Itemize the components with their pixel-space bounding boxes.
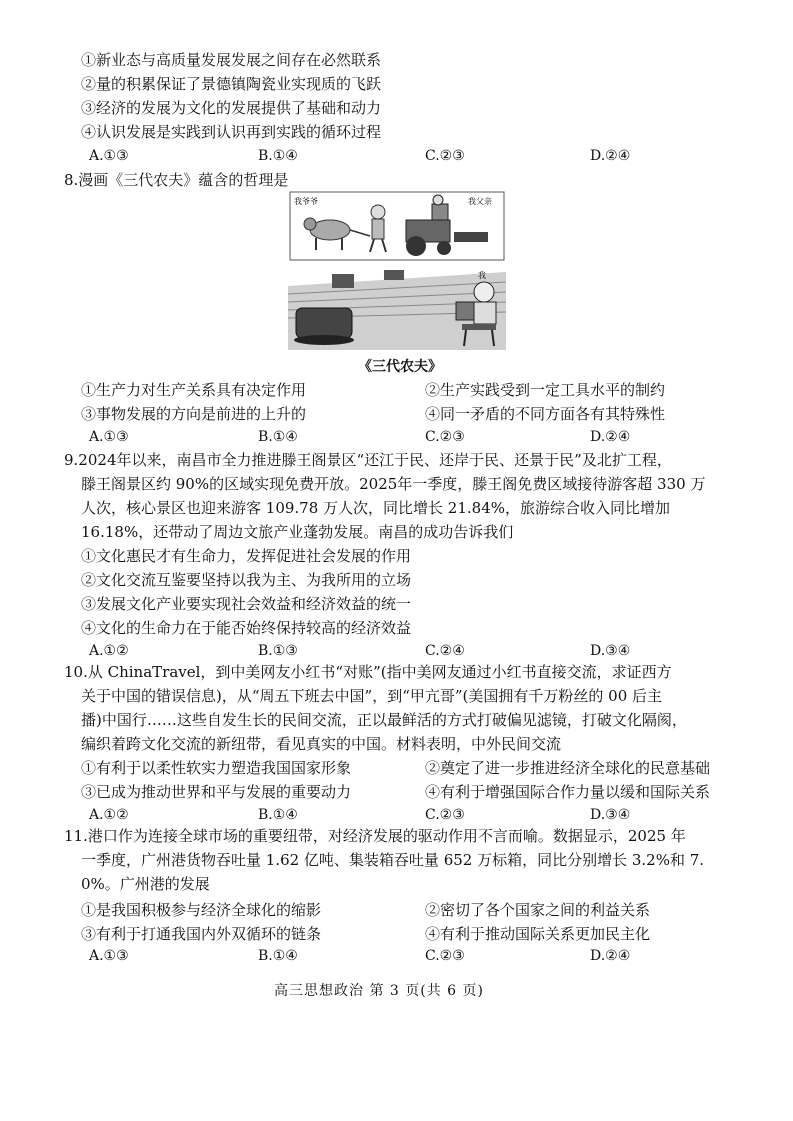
- q8-option-3: ③事物发展的方向是前进的上升的: [81, 405, 307, 423]
- q8-caption: 《三代农夫》: [358, 359, 442, 375]
- q10-stem-line-3: 播)中国行……这些自发生长的民间交流，正以最鲜活的方式打破偏见滤镜，打破文化隔阂，: [81, 711, 687, 729]
- q10-option-4: ④有利于增强国际合作力量以缓和国际关系: [425, 783, 711, 801]
- q10-stem-line-4: 编织着跨文化交流的新纽带，看见真实的中国。材料表明，中外民间交流: [81, 735, 562, 753]
- q11-choice-c: C.②③: [425, 948, 465, 964]
- q11-stem-line-3: 0%。广州港的发展: [81, 875, 210, 893]
- q7-choice-c: C.②③: [425, 148, 465, 164]
- q10-choice-a: A.①②: [89, 807, 129, 823]
- q11-choice-a: A.①③: [89, 948, 129, 964]
- q9-stem-line-1: 9.2024年以来，南昌市全力推进滕王阁景区“还江于民、还岸于民、还景于民”及北扩工程，: [64, 451, 672, 469]
- q9-stem-line-2: 滕王阁景区约 90%的区域实现免费开放。2025年一季度，滕王阁免费区域接待游客超 330 万: [81, 475, 706, 493]
- q9-option-2: ②文化交流互鉴要坚持以我为主、为我所用的立场: [81, 571, 412, 589]
- q10-stem-line-1: 10.从 ChinaTravel，到中美网友小红书“对账”(指中美网友通过小红书直接交流，求证西方: [64, 663, 672, 681]
- cartoon-label-father: 我父亲: [468, 197, 492, 206]
- q8-option-1: ①生产力对生产关系具有决定作用: [81, 381, 307, 399]
- q7-choice-a: A.①③: [89, 148, 129, 164]
- q7-option-3: ③经济的发展为文化的发展提供了基础和动力: [81, 99, 382, 117]
- q11-option-3: ③有利于打通我国内外双循环的链条: [81, 925, 322, 943]
- q9-stem-line-3: 人次，核心景区也迎来游客 109.78 万人次，同比增长 21.84%，旅游综合收入同比增加: [81, 499, 670, 517]
- q10-choice-d: D.③④: [590, 807, 631, 823]
- cartoon-label-grandfather: 我爷爷: [294, 197, 318, 206]
- q11-stem-line-2: 一季度，广州港货物吞吐量 1.62 亿吨、集装箱吞吐量 652 万标箱，同比分别增长 3.2%和 7.: [81, 851, 705, 869]
- q8-choice-a: A.①③: [89, 429, 129, 445]
- q9-choice-b: B.①③: [258, 643, 298, 659]
- q11-stem-line-1: 11.港口作为连接全球市场的重要纽带，对经济发展的驱动作用不言而喻。数据显示，2025 年: [64, 827, 686, 845]
- q9-option-1: ①文化惠民才有生命力，发挥促进社会发展的作用: [81, 547, 412, 565]
- page-footer: 高三思想政治 第 3 页(共 6 页): [274, 983, 484, 999]
- q7-option-2: ②量的积累保证了景德镇陶瓷业实现质的飞跃: [81, 75, 382, 93]
- q10-choice-c: C.②③: [425, 807, 465, 823]
- q9-choice-d: D.③④: [590, 643, 631, 659]
- q10-stem-line-2: 关于中国的错误信息)，从“周五下班去中国”，到“甲亢哥”(美国拥有千万粉丝的 00 后主: [81, 687, 663, 705]
- q8-choice-b: B.①④: [258, 429, 298, 445]
- q11-choice-d: D.②④: [590, 948, 631, 964]
- q9-option-4: ④文化的生命力在于能否始终保持较高的经济效益: [81, 619, 412, 637]
- q7-option-4: ④认识发展是实践到认识再到实践的循环过程: [81, 123, 382, 141]
- q8-option-2: ②生产实践受到一定工具水平的制约: [425, 381, 666, 399]
- q11-choice-b: B.①④: [258, 948, 298, 964]
- q7-choice-d: D.②④: [590, 148, 631, 164]
- q8-stem: 8.漫画《三代农夫》蕴含的哲理是: [64, 171, 289, 189]
- q11-option-4: ④有利于推动国际关系更加民主化: [425, 925, 651, 943]
- q9-option-3: ③发展文化产业要实现社会效益和经济效益的统一: [81, 595, 412, 613]
- q8-option-4: ④同一矛盾的不同方面各有其特殊性: [425, 405, 666, 423]
- q9-choice-c: C.②④: [425, 643, 465, 659]
- q11-option-2: ②密切了各个国家之间的利益关系: [425, 901, 651, 919]
- q10-option-3: ③已成为推动世界和平与发展的重要动力: [81, 783, 352, 801]
- q7-choice-b: B.①④: [258, 148, 298, 164]
- cartoon-three-generations-farmers: [288, 190, 506, 350]
- q11-option-1: ①是我国积极参与经济全球化的缩影: [81, 901, 322, 919]
- q9-stem-line-4: 16.18%，还带动了周边文旅产业蓬勃发展。南昌的成功告诉我们: [81, 523, 514, 541]
- cartoon-label-me: 我: [478, 271, 486, 280]
- q7-option-1: ①新业态与高质量发展发展之间存在必然联系: [81, 51, 382, 69]
- q10-option-1: ①有利于以柔性软实力塑造我国国家形象: [81, 759, 352, 777]
- q8-choice-c: C.②③: [425, 429, 465, 445]
- q8-choice-d: D.②④: [590, 429, 631, 445]
- q9-choice-a: A.①②: [89, 643, 129, 659]
- q10-option-2: ②奠定了进一步推进经济全球化的民意基础: [425, 759, 711, 777]
- q10-choice-b: B.①④: [258, 807, 298, 823]
